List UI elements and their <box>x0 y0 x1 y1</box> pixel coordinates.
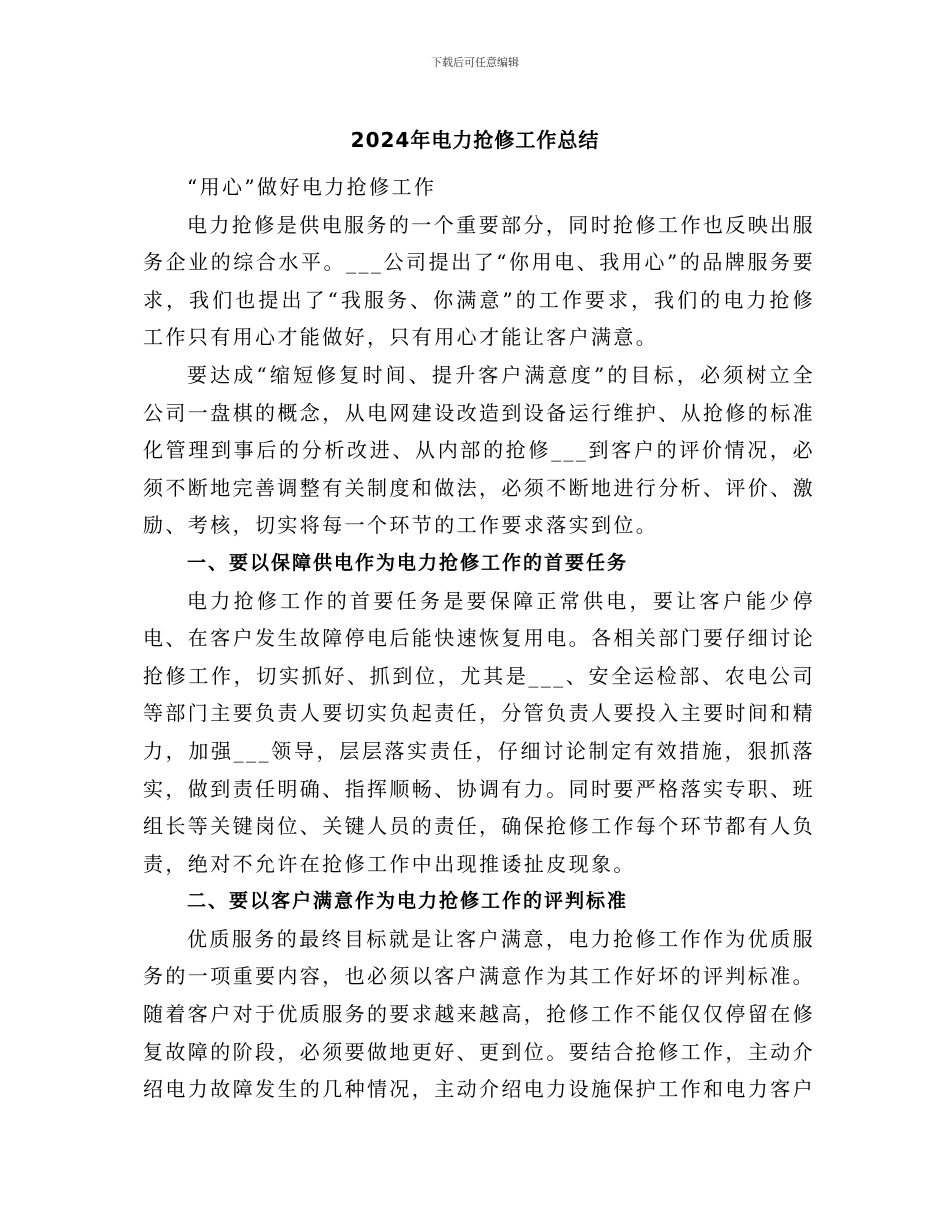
intro-paragraph: 电力抢修是供电服务的一个重要部分，同时抢修工作也反映出服务企业的综合水平。___公司提出了“你用电、我用心”的品牌服务要求，我们也提出了“我服务、你满意”的工作要求，我们的电力抢修工作只有用心才能做好，只有用心才能让客户满意。 <box>143 212 815 350</box>
section-heading-1: 一、要以保障供电作为电力抢修工作的首要任务 <box>187 551 629 574</box>
section-2-paragraph: 优质服务的最终目标就是让客户满意，电力抢修工作作为优质服务的一项重要内容，也必须以客户满意作为其工作好坏的评判标准。随着客户对于优质服务的要求越来越高，抢修工作不能仅仅停留在修复故障的阶段，必须要做地更好、更到位。要结合抢修工作，主动介绍电力故障发生的几种情况，主动介绍电力设施保护工作和电力客户 <box>143 926 815 1102</box>
section-1-paragraph: 电力抢修工作的首要任务是要保障正常供电，要让客户能少停电、在客户发生故障停电后能快速恢复用电。各相关部门要仔细讨论抢修工作，切实抓好、抓到位，尤其是___、安全运检部、农电公司等部门主要负责人要切实负起责任，分管负责人要投入主要时间和精力，加强___领导，层层落实责任，仔细讨论制定有效措施，狠抓落实，做到责任明确、指挥顺畅、协调有力。同时要严格落实专职、班组长等关键岗位、关键人员的责任，确保抢修工作每个环节都有人负责，绝对不允许在抢修工作中出现推诿扯皮现象。 <box>143 588 815 876</box>
subtitle-paragraph: “用心”做好电力抢修工作 <box>187 175 437 199</box>
goal-paragraph: 要达成“缩短修复时间、提升客户满意度”的目标，必须树立全公司一盘棋的概念，从电网建设改造到设备运行维护、从抢修的标准化管理到事后的分析改进、从内部的抢修___到客户的评价情况，必须不断地完善调整有关制度和做法，必须不断地进行分析、评价、激励、考核，切实将每一个环节的工作要求落实到位。 <box>143 362 815 538</box>
document-body <box>143 169 815 1109</box>
section-heading-2: 二、要以客户满意作为电力抢修工作的评判标准 <box>187 890 629 913</box>
header-note: 下载后可任意编辑 <box>431 56 519 69</box>
document-title: 2024年电力抢修工作总结 <box>350 128 600 152</box>
